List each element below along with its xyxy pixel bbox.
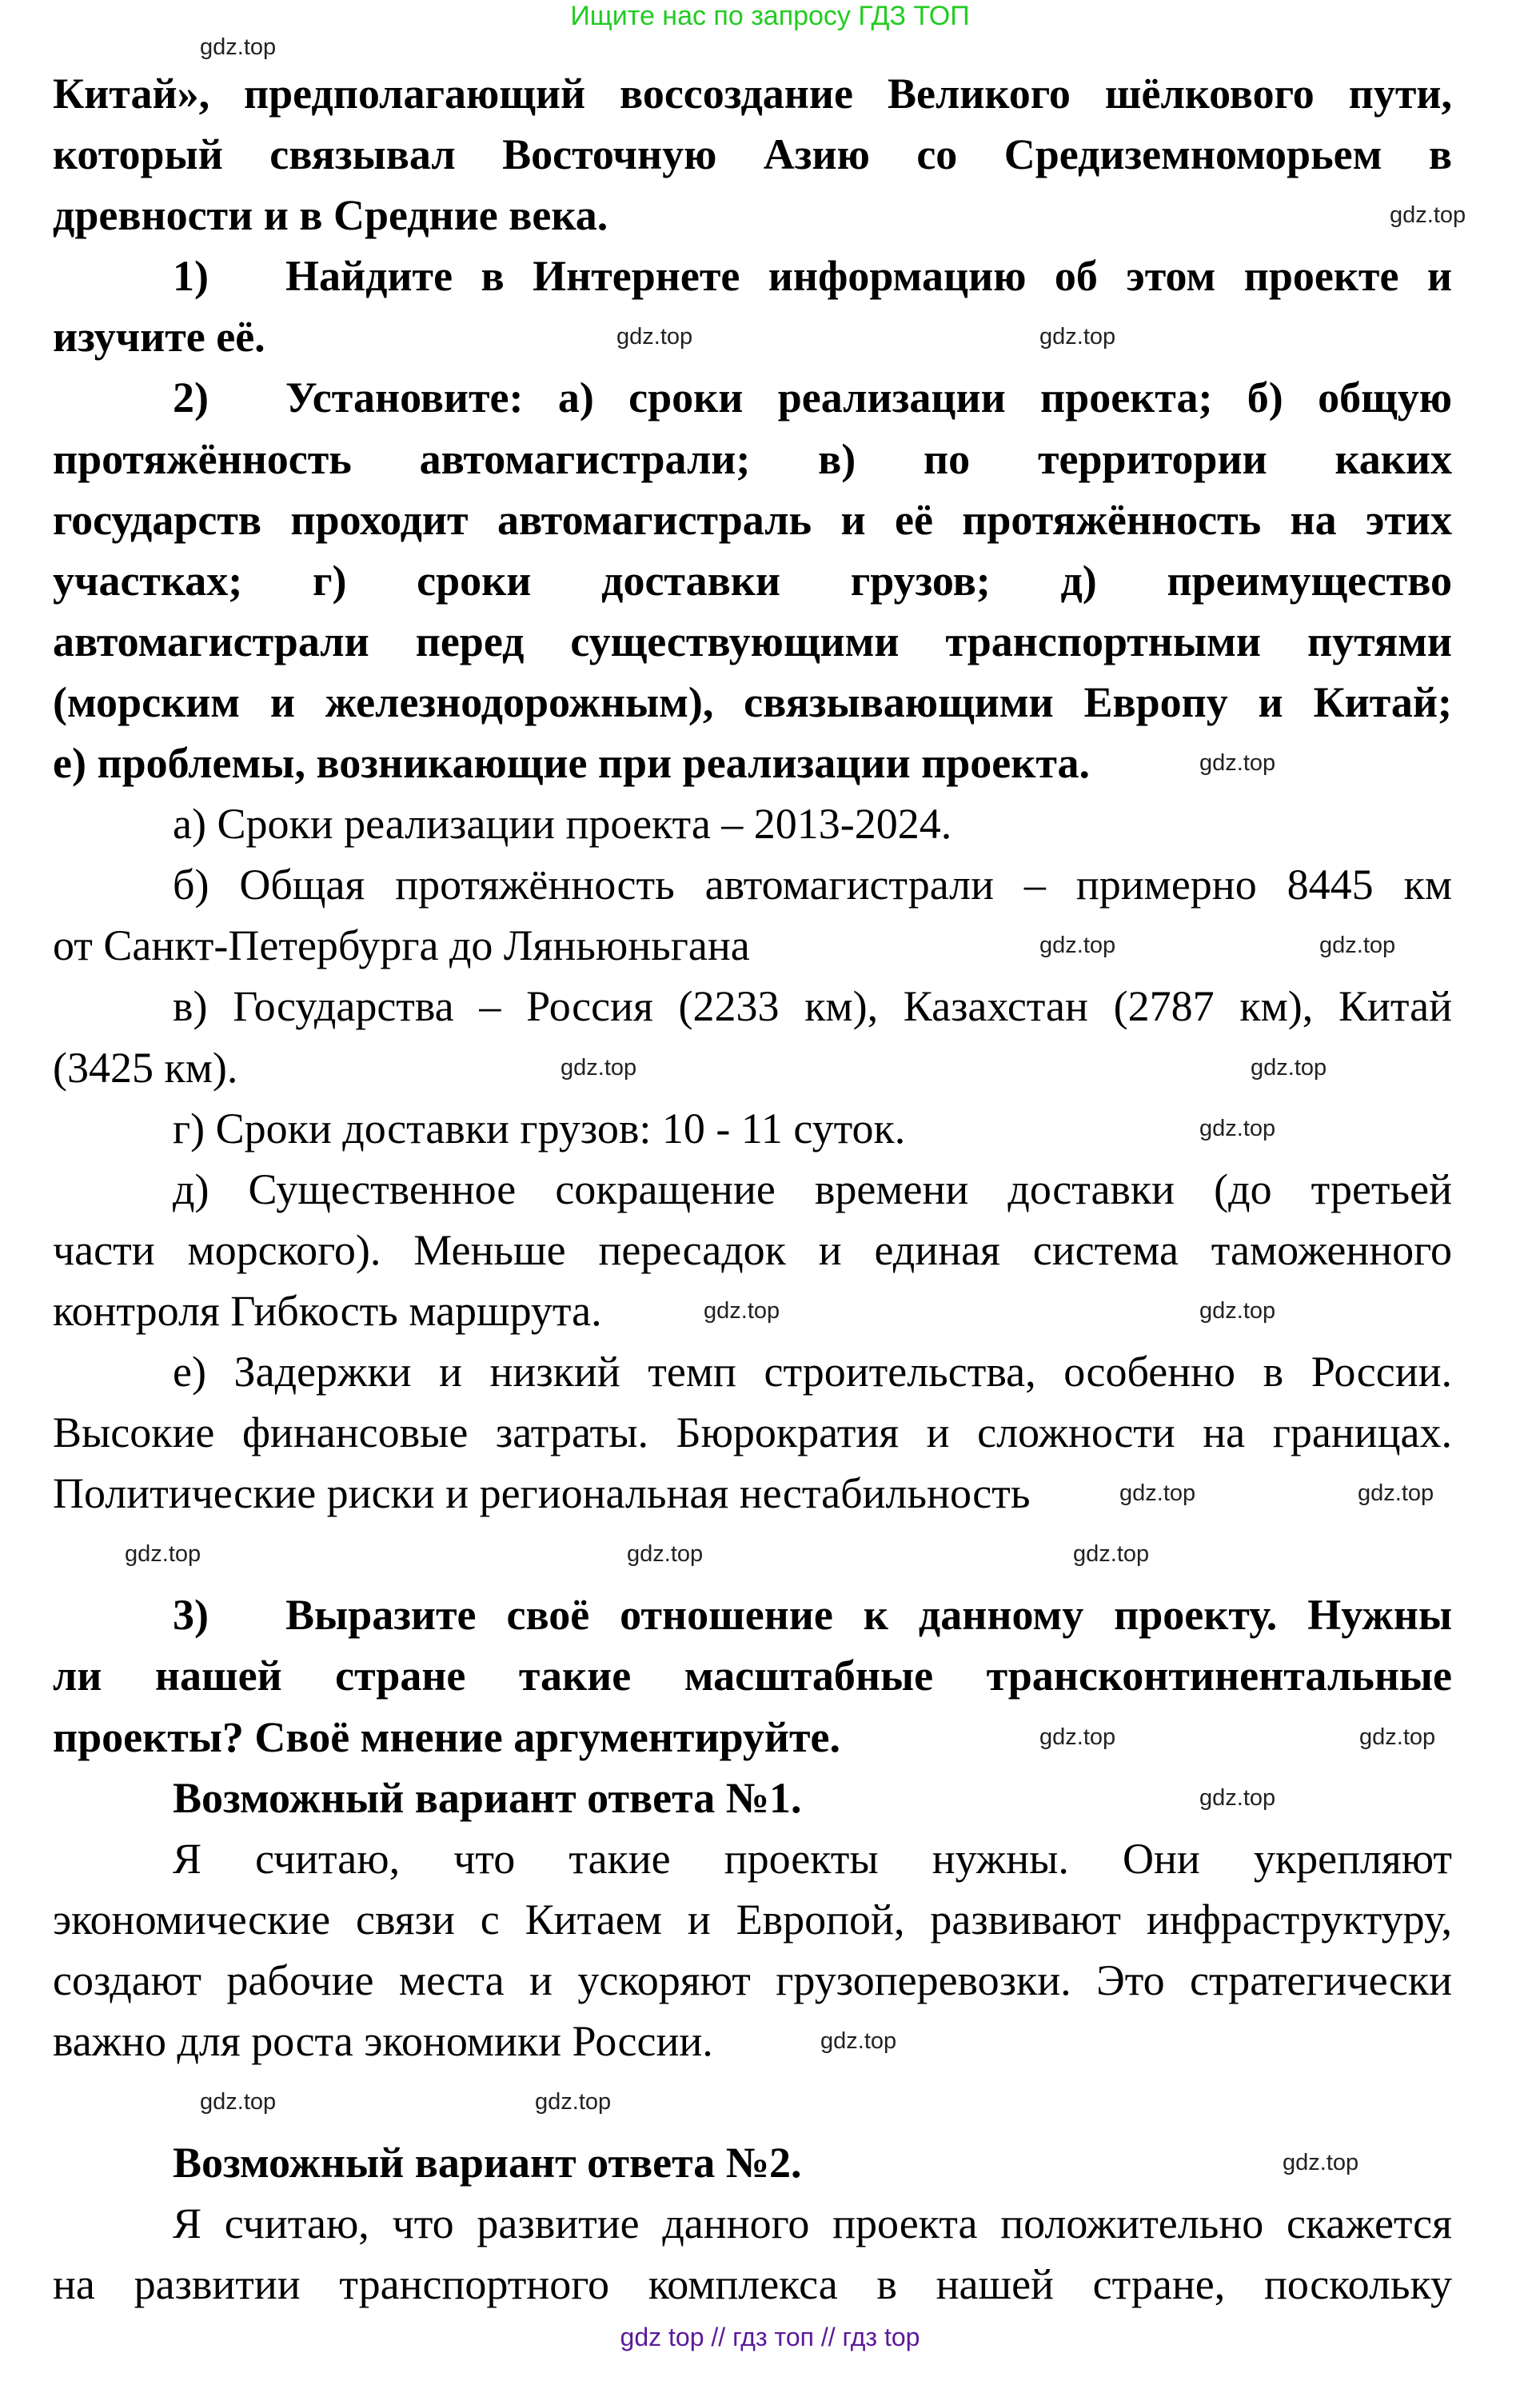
line-text: части морского). Меньше пересадок и единая система таможенного — [53, 1225, 1452, 1274]
watermark-text: gdz.top — [1039, 933, 1116, 958]
line-text: участках; г) сроки доставки грузов; д) преимущество — [53, 556, 1452, 605]
text-line — [53, 429, 1452, 489]
line-text: (морским и железнодорожным), связывающими Европу и Китай; — [53, 677, 1452, 726]
line-text: Высокие финансовые затраты. Бюрократия и сложности на границах. — [53, 1408, 1452, 1457]
text-line — [53, 2132, 1452, 2193]
line-text: контроля Гибкость маршрута. — [53, 1286, 602, 1335]
text-line — [53, 1037, 1452, 1098]
search-hint-banner: Ищите нас по запросу ГДЗ ТОП — [570, 1, 970, 31]
text-line — [53, 124, 1452, 185]
line-text: проекты? Своё мнение аргументируйте. — [53, 1712, 840, 1761]
watermark-text: gdz.top — [627, 1541, 704, 1567]
line-text: Возможный вариант ответа №2. — [173, 2139, 802, 2187]
line-text: г) Сроки доставки грузов: 10 - 11 суток. — [173, 1104, 906, 1153]
text-line — [53, 1828, 1452, 1889]
text-line — [53, 2193, 1452, 2254]
text-line — [53, 63, 1452, 124]
watermark-text: gdz.top — [1319, 933, 1396, 958]
text-line — [53, 489, 1452, 550]
text-line — [53, 246, 1452, 306]
text-line — [53, 1645, 1452, 1706]
text-line — [53, 1220, 1452, 1280]
line-text: в) Государства – Россия (2233 км), Казахстан (2787 км), Китай — [173, 982, 1452, 1031]
text-line — [53, 1950, 1452, 2011]
line-text: Найдите в Интернете информацию об этом проекте и — [285, 252, 1452, 301]
watermark-text: gdz.top — [1199, 1298, 1276, 1324]
text-line — [53, 854, 1452, 915]
text-line — [53, 1463, 1452, 1524]
line-text: древности и в Средние века. — [53, 191, 608, 240]
watermark-text: gdz.top — [125, 1541, 201, 1567]
text-line — [53, 1707, 1452, 1768]
watermark-text: gdz.top — [1199, 1116, 1276, 1141]
watermark-text: gdz.top — [561, 1055, 637, 1081]
text-line — [53, 611, 1452, 672]
text-line — [53, 306, 1452, 367]
line-text: Я считаю, что такие проекты нужны. Они укрепляют — [173, 1834, 1452, 1883]
document-body — [53, 63, 1452, 2315]
watermark-text: gdz.top — [535, 2089, 612, 2115]
text-line — [53, 915, 1452, 976]
watermark-text: gdz.top — [1359, 1724, 1436, 1750]
text-line — [53, 1402, 1452, 1463]
text-line — [53, 550, 1452, 611]
line-text: Китай», предполагающий воссоздание Великого шёлкового пути, — [53, 70, 1452, 118]
line-text: создают рабочие места и ускоряют грузоперевозки. Это стратегически — [53, 1956, 1452, 2004]
text-line — [53, 2011, 1452, 2071]
text-line — [53, 672, 1452, 733]
line-text: Политические риски и региональная нестабильность — [53, 1469, 1031, 1518]
watermark-text: gdz.top — [1073, 1541, 1150, 1567]
line-text: Я считаю, что развитие данного проекта положительно скажется — [173, 2199, 1452, 2248]
task-number: 2) — [173, 374, 209, 422]
line-text: протяжённость автомагистрали; в) по территории каких — [53, 434, 1452, 483]
line-text: б) Общая протяжённость автомагистрали – примерно 8445 км — [173, 861, 1452, 909]
text-line — [53, 367, 1452, 428]
text-line — [53, 1524, 1452, 1584]
line-text: Установите: а) сроки реализации проекта; б) общую — [285, 374, 1452, 422]
watermark-text: gdz.top — [1199, 750, 1276, 776]
line-text: государств проходит автомагистраль и её протяжённость на этих — [53, 495, 1452, 544]
watermark-text: gdz.top — [1039, 324, 1116, 350]
watermark-text: gdz.top — [1358, 1480, 1434, 1506]
watermark-text: gdz.top — [704, 1298, 780, 1324]
line-text: от Санкт-Петербурга до Ляньюньгана — [53, 921, 750, 970]
line-text: Выразите своё отношение к данному проекту. Нужны — [285, 1591, 1452, 1640]
line-text: е) Задержки и низкий темп строительства, особенно в России. — [173, 1347, 1452, 1396]
line-text: изучите её. — [53, 313, 265, 362]
line-text: д) Существенное сокращение времени доставки (до третьей — [173, 1165, 1452, 1213]
text-line — [53, 185, 1452, 246]
line-text: автомагистрали перед существующими транспортными путями — [53, 617, 1452, 665]
task-number: 1) — [173, 252, 209, 301]
watermark-text: gdz.top — [200, 2089, 277, 2115]
watermark-text: gdz.top — [1251, 1055, 1327, 1081]
text-line — [53, 1341, 1452, 1402]
watermark-text: gdz.top — [1039, 1724, 1116, 1750]
watermark-text: gdz.top — [1390, 202, 1466, 228]
footer-watermark: gdz top // гдз топ // гдз top — [620, 2323, 920, 2351]
line-text: (3425 км). — [53, 1043, 238, 1092]
text-line — [53, 1159, 1452, 1220]
watermark-text: gdz.top — [616, 324, 693, 350]
line-text: ли нашей стране такие масштабные трансконтинентальные — [53, 1652, 1452, 1700]
watermark-text: gdz.top — [1283, 2150, 1359, 2175]
line-text: на развитии транспортного комплекса в нашей стране, поскольку — [53, 2260, 1452, 2309]
line-text: е) проблемы, возникающие при реализации проекта. — [53, 739, 1091, 788]
text-line — [53, 1889, 1452, 1950]
line-text: который связывал Восточную Азию со Средиземноморьем в — [53, 130, 1452, 179]
text-line — [53, 793, 1452, 854]
watermark-text: gdz.top — [200, 34, 277, 60]
text-line — [53, 1584, 1452, 1645]
text-line — [53, 2254, 1452, 2315]
task-number: 3) — [173, 1591, 209, 1640]
line-text: Возможный вариант ответа №1. — [173, 1773, 802, 1822]
watermark-text: gdz.top — [1119, 1480, 1196, 1506]
line-text: экономические связи с Китаем и Европой, развивают инфраструктуру, — [53, 1895, 1452, 1944]
text-line — [53, 976, 1452, 1037]
line-text: а) Сроки реализации проекта – 2013-2024. — [173, 800, 952, 849]
watermark-text: gdz.top — [820, 2028, 897, 2054]
watermark-text: gdz.top — [1199, 1785, 1276, 1811]
line-text: важно для роста экономики России. — [53, 2017, 713, 2065]
